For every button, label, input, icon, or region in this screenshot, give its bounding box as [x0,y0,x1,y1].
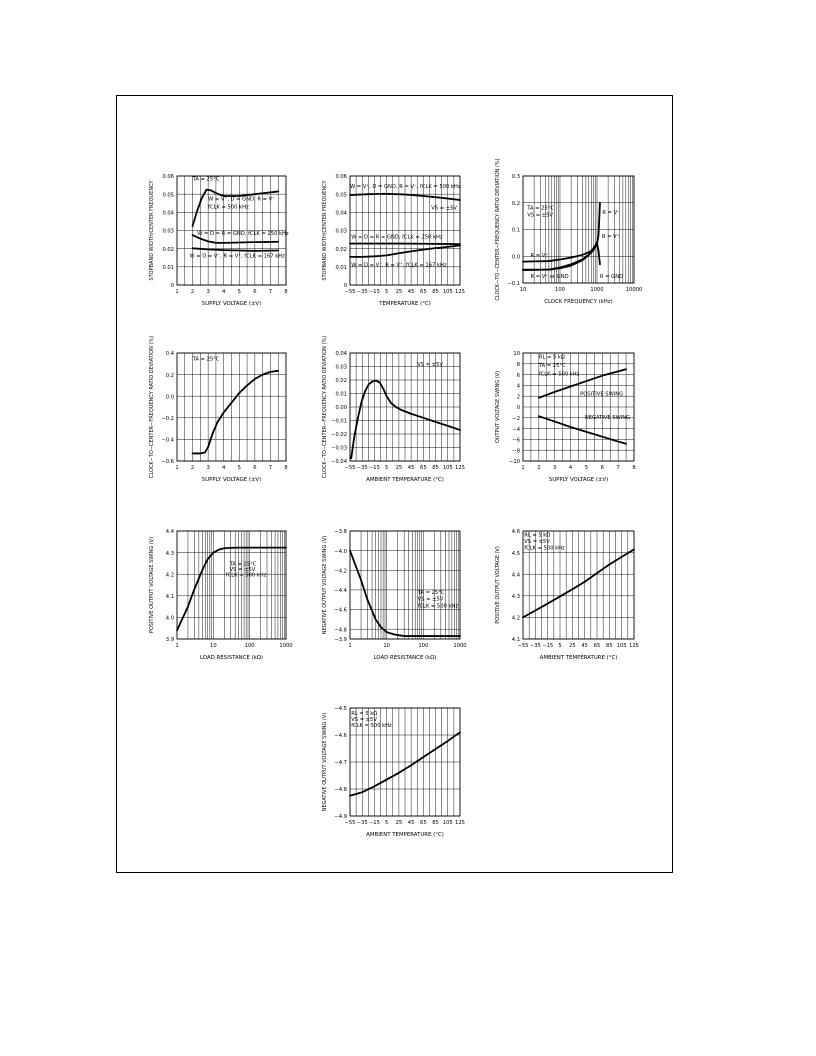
y-axis-title: CLOCK−TO−CENTER−FREQUENCY RATIO DEVIATION (%) [495,158,501,301]
y-tick-label: −4.0 [334,548,347,555]
y-tick-label: 4.5 [511,550,520,557]
annotation-label: VS = ±5V [351,716,377,723]
annotation-label: fCLK = 500 kHz [351,723,392,730]
y-tick-label: −4.4 [334,588,347,595]
y-tick-label: 0.05 [335,192,347,199]
x-tick-label: 6 [253,289,257,295]
x-tick-label: 105 [442,820,453,826]
annotation-label: fCLK = 500 kHz [225,572,267,579]
x-tick-label: 125 [455,820,465,826]
x-tick-label: 6 [600,465,604,471]
x-tick-label: 105 [442,465,453,471]
y-axis-title: CLOCK−TO−CENTER−FREQUENCY RATIO DEVIATION (%) [322,335,328,479]
y-tick-label: −3.9 [334,637,347,644]
y-tick-label: 0.4 [165,351,174,358]
x-tick-label: 10 [210,643,217,649]
x-tick-label: 105 [442,289,453,295]
y-tick-label: −4.9 [334,814,347,821]
y-tick-label: −4.5 [334,706,347,713]
x-tick-label: 8 [284,465,288,471]
x-tick-label: 10 [383,643,390,649]
annotation-label: R = V⁺ [601,234,620,241]
y-tick-label: −4 [512,426,520,433]
y-tick-label: −2 [512,416,520,422]
y-tick-label: 0.06 [335,174,347,181]
x-tick-label: 85 [432,465,439,471]
y-tick-label: 0.04 [162,210,174,217]
x-tick-label: −15 [542,643,554,649]
y-tick-label: −4.6 [334,607,347,614]
y-tick-label: 0.02 [162,246,174,253]
y-tick-label: −4.8 [334,627,347,634]
x-tick-label: 7 [268,465,273,471]
y-tick-label: 10 [513,351,520,358]
x-axis-title: SUPPLY VOLTAGE (±V) [548,477,609,483]
series-line-1 [193,371,279,454]
annotation-label: VS = ±5V [524,538,550,545]
annotation-label: TA = 25°C [192,356,220,363]
x-tick-label: −55 [344,465,356,471]
x-tick-label: −35 [356,465,368,471]
y-tick-label: 0.02 [335,246,347,253]
y-axis-title: POSITIVE OUTPUT VOLTAGE (V) [495,546,501,624]
annotation-label: W = V⁺, D = GND, R = V⁻, fCLK = 500 kHz [350,183,461,190]
x-tick-label: 25 [395,289,403,295]
y-tick-label: −4.7 [334,760,347,767]
y-tick-label: 4.3 [165,550,174,557]
x-tick-label: −15 [368,820,380,826]
y-tick-label: −10 [509,459,520,466]
x-tick-label: 25 [569,643,576,649]
annotation-label: VS = ±5V [527,212,553,219]
annotation-label: W = D = V⁻, R = V⁺, fCLK = 167 kHz [351,262,447,269]
annotation-label: TA = 25°C [538,363,566,370]
x-tick-label: 5 [237,465,241,471]
y-tick-label: 0.06 [162,174,174,181]
y-tick-label: −0.03 [331,445,347,452]
y-tick-label: −4.6 [334,733,347,740]
y-axis-title: POSITIVE OUTPUT VOLTAGE SWING (V) [149,536,155,634]
x-tick-label: 1000 [279,643,293,649]
y-tick-label: 4.4 [165,529,174,536]
y-tick-label: 0 [343,283,347,290]
x-tick-label: 100 [555,287,565,293]
y-tick-label: −4.8 [334,787,347,794]
x-tick-label: 3 [206,465,210,471]
x-tick-label: 3 [206,289,210,295]
annotation-label: R = V⁻ [602,209,620,216]
y-tick-label: 0.2 [165,372,174,379]
chart-10 [322,706,465,838]
x-tick-label: 65 [420,820,427,826]
chart-4 [149,336,288,483]
y-axis-title: STOPBAND WIDTH/CENTER FREQUENCY [149,180,155,281]
chart-1 [149,174,289,307]
x-tick-label: −35 [356,289,368,295]
x-tick-label: 10 [519,287,527,293]
x-tick-label: 105 [616,643,627,649]
annotation-label: fCLK = 500 kHz [208,204,249,211]
x-tick-label: 65 [420,289,427,295]
y-axis-title: STOPBAND WIDTH/CENTER FREQUENCY [322,180,328,281]
x-tick-label: 1 [175,643,179,649]
annotation-label: TA = 25°C [229,561,257,568]
y-tick-label: 0.00 [335,405,347,412]
y-axis-title: NEGATIVE OUTPUT VOLTAGE SWING (V) [322,712,328,812]
annotation-label: TA = 25°C [527,205,554,212]
x-tick-label: 7 [616,465,620,471]
x-tick-label: 1 [175,465,179,471]
y-tick-label: 4.2 [165,572,174,579]
x-tick-label: 85 [432,289,439,295]
annotation-label: R = GND [599,274,624,281]
x-tick-label: −35 [356,820,368,826]
chart-6 [495,351,636,483]
x-tick-label: 7 [268,289,273,295]
y-tick-label: −4.2 [334,568,347,575]
x-tick-label: 45 [581,643,588,649]
x-tick-label: 45 [407,289,415,295]
annotation-label: NEGATIVE SWING [584,414,631,421]
x-axis-title: AMBIENT TEMPERATURE (°C) [366,477,444,483]
annotation-label: VS = ±5V [417,596,444,603]
y-tick-label: −0.04 [331,459,347,466]
x-tick-label: 1000 [590,287,604,293]
x-tick-label: −15 [368,465,380,471]
annotation-label: R = V⁺ or GND [530,274,569,281]
y-tick-label: 0.03 [335,364,347,371]
y-tick-label: 0.01 [335,265,347,272]
x-tick-label: 45 [407,820,415,826]
x-tick-label: 8 [632,465,636,471]
x-tick-label: 125 [455,289,465,295]
y-tick-label: 0 [516,405,520,412]
x-tick-label: 125 [629,643,639,649]
x-tick-label: 6 [253,465,257,471]
x-axis-title: LOAD RESISTANCE (kΩ) [199,655,264,661]
x-axis-title: CLOCK FREQUENCY (kHz) [544,299,613,305]
y-tick-label: 0.3 [511,174,520,181]
x-axis-title: AMBIENT TEMPERATURE (°C) [366,832,444,838]
x-tick-label: 1000 [453,643,467,649]
y-tick-label: −0.2 [161,416,174,422]
y-tick-label: 2 [516,394,520,401]
y-tick-label: 0.05 [162,192,174,199]
y-tick-label: 0.0 [165,394,174,401]
y-tick-label: −0.1 [507,281,520,288]
x-tick-label: 5 [385,465,389,471]
y-tick-label: 0.02 [335,378,347,385]
annotation-label: VS = ±5V [229,566,256,573]
x-tick-label: 1 [521,465,525,471]
y-tick-label: −8 [512,448,520,455]
y-tick-label: 4.6 [511,529,520,536]
x-tick-label: 100 [244,643,255,649]
x-tick-label: 85 [606,643,613,649]
x-tick-label: 8 [284,289,288,295]
annotation-label: W = D = V⁻, R = V⁺, fCLK = 167 kHz [189,253,285,260]
x-axis-title: LOAD RESISTANCE (kΩ) [373,655,437,661]
x-tick-label: 4 [222,465,226,471]
annotation-label: R = V⁺ [530,252,549,259]
x-tick-label: −35 [529,643,541,649]
annotation-label: RL = 5 kΩ [538,354,565,361]
y-tick-label: 0 [170,283,174,290]
annotation-label: W = D = R = GND, fCLK = 250 kHz [197,230,289,237]
y-tick-label: 8 [516,362,520,368]
y-tick-label: 4.2 [511,615,520,622]
y-tick-label: −0.4 [161,437,174,444]
x-tick-label: 100 [418,643,429,649]
annotation-label: POSITIVE SWING [580,391,624,398]
chart-2 [322,174,465,307]
x-tick-label: 25 [395,465,403,471]
y-tick-label: 0.03 [335,228,347,235]
x-axis-title: AMBIENT TEMPERATURE (°C) [539,655,618,661]
x-tick-label: −55 [344,289,356,295]
y-axis-title: NEGATIVE OUTPUT VOLTAGE SWING (V) [322,535,328,635]
x-tick-label: 10000 [625,287,643,293]
y-tick-label: −0.02 [331,432,347,439]
x-tick-label: 65 [593,643,601,649]
annotation-label: W = V⁺, D = GND, R = V⁻ [208,196,275,203]
y-tick-label: 6 [516,372,520,379]
y-tick-label: −0.01 [331,418,347,425]
x-tick-label: 65 [420,465,427,471]
x-tick-label: 1 [175,289,179,295]
x-tick-label: 25 [395,820,403,826]
annotation-label: W = D = R = GND, fCLK = 250 kHz [351,234,443,241]
annotation-label: TA = 25°C [417,589,445,596]
chart-5 [322,336,465,483]
chart-8 [322,529,467,661]
x-tick-label: 2 [190,289,195,295]
y-tick-label: 4.4 [511,572,520,579]
x-axis-title: SUPPLY VOLTAGE (±V) [201,477,262,483]
series-line-1 [177,548,286,631]
x-tick-label: 5 [584,465,589,471]
annotation-label: TA = 25°C [192,176,220,183]
y-tick-label: 4.1 [165,594,174,600]
chart-3 [495,158,642,305]
x-tick-label: −15 [368,289,380,295]
y-tick-label: 0.2 [511,200,520,207]
annotation-label: RL = 5 kΩ [524,532,551,539]
x-tick-label: 2 [537,465,541,471]
y-tick-label: 4.1 [511,637,520,644]
annotation-label: RL = 5 kΩ [351,710,378,717]
x-tick-label: −55 [344,820,356,826]
x-tick-label: 4 [568,465,573,471]
x-tick-label: 5 [237,289,241,295]
y-tick-label: 3.9 [165,637,174,644]
y-tick-label: 0.03 [162,228,174,235]
chart-9 [495,529,639,661]
y-tick-label: 0.04 [335,210,347,217]
y-tick-label: 0.01 [335,391,347,398]
plot-frame [350,531,460,639]
y-tick-label: 4 [516,383,520,390]
y-tick-label: −6 [512,437,520,444]
x-tick-label: 3 [553,465,557,471]
annotation-label: fCLK = 500 kHz [524,545,565,552]
y-tick-label: −0.6 [161,459,174,466]
x-tick-label: 4 [222,289,226,295]
series-line-1 [351,381,460,459]
series-line-2 [350,244,460,245]
x-tick-label: 5 [385,289,389,295]
y-tick-label: 0.01 [162,265,174,272]
x-tick-label: 45 [407,465,415,471]
annotation-label: VS = ±5V [417,361,443,368]
x-tick-label: 2 [190,465,195,471]
x-tick-label: −55 [517,643,529,649]
y-axis-title: CLOCK−TO−CENTER−FREQUENCY RATIO DEVIATION (%) [149,335,155,479]
x-tick-label: 1 [348,643,352,649]
y-axis-title: OUTPUT VOLTAGE SWING (V) [495,370,501,444]
annotation-label: fCLK = 500 kHz [417,603,459,610]
annotation-label: VS = ±5V [431,205,457,212]
y-tick-label: 0.04 [335,351,347,358]
x-axis-title: SUPPLY VOLTAGE (±V) [201,301,262,307]
y-tick-label: −3.8 [334,529,347,536]
x-axis-title: TEMPERATURE (°C) [379,301,431,307]
x-tick-label: 5 [558,643,562,649]
annotation-label: fCLK = 500 kHz [538,371,580,378]
y-tick-label: 4.0 [165,615,174,622]
chart-7 [149,529,293,661]
y-tick-label: 0.1 [511,227,520,234]
x-tick-label: 125 [455,465,465,471]
y-tick-label: 4.3 [511,594,520,600]
x-tick-label: 5 [385,820,389,826]
x-tick-label: 85 [432,820,439,826]
y-tick-label: 0.0 [511,254,520,261]
